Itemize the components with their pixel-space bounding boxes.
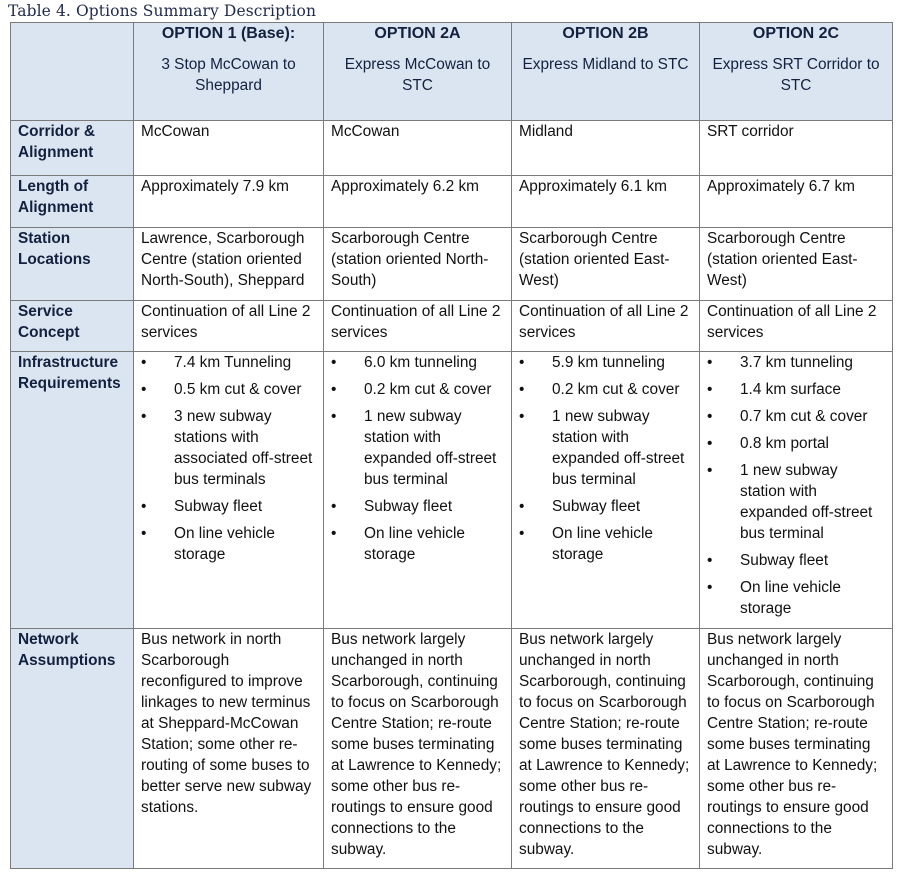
table-cell: Approximately 7.9 km xyxy=(134,176,324,228)
row-label: Corridor & Alignment xyxy=(11,121,134,176)
table-cell: Scarborough Centre (station oriented North-South) xyxy=(324,228,512,301)
list-item: • Subway fleet xyxy=(331,496,504,517)
infrastructure-list xyxy=(707,352,885,619)
table-cell: Lawrence, Scarborough Centre (station oriented North-South), Sheppard xyxy=(134,228,324,301)
option-name: Express McCowan to STC xyxy=(344,56,491,94)
option-2c-header xyxy=(700,23,893,121)
table-cell: Continuation of all Line 2 services xyxy=(134,301,324,352)
list-item: • 3.7 km tunneling xyxy=(707,352,885,373)
list-item: • 3 new subway stations with associated off-street bus terminals xyxy=(141,406,316,490)
network-row xyxy=(11,629,893,869)
list-item: • On line vehicle storage xyxy=(519,523,692,565)
table-cell: Continuation of all Line 2 services xyxy=(700,301,893,352)
table-cell: Bus network in north Scarborough reconfigured to improve linkages to new terminus at Sheppard-McCowan Station; some other re-routing of some buses to better serve new subway stations. xyxy=(134,629,324,869)
row-label: Infrastructure Requirements xyxy=(11,352,134,629)
list-item: • 1.4 km surface xyxy=(707,379,885,400)
table-cell: Continuation of all Line 2 services xyxy=(512,301,700,352)
list-item: • Subway fleet xyxy=(519,496,692,517)
list-item: • On line vehicle storage xyxy=(707,577,885,619)
list-item: • 0.2 km cut & cover xyxy=(331,379,504,400)
corner-cell xyxy=(11,23,134,121)
table-cell: Bus network largely unchanged in north Scarborough, continuing to focus on Scarborough Centre Station; re-route some buses terminating at Lawrence to Kennedy; some other bus re-routings to ensure good connections to the subway. xyxy=(512,629,700,869)
table-cell: Approximately 6.7 km xyxy=(700,176,893,228)
table-cell: SRT corridor xyxy=(700,121,893,176)
infrastructure-list xyxy=(519,352,692,565)
list-item: • 0.2 km cut & cover xyxy=(519,379,692,400)
row-label: Length of Alignment xyxy=(11,176,134,228)
table-cell: Approximately 6.1 km xyxy=(512,176,700,228)
table-cell: McCowan xyxy=(324,121,512,176)
list-item: • 1 new subway station with expanded off-street bus terminal xyxy=(331,406,504,490)
row-label: Station Locations xyxy=(11,228,134,301)
option-name: Express SRT Corridor to STC xyxy=(712,56,880,94)
header-row xyxy=(11,23,893,121)
option-label: OPTION 1 (Base): xyxy=(161,25,296,42)
option-label: OPTION 2B xyxy=(562,25,649,42)
service-row xyxy=(11,301,893,352)
option-2a-header xyxy=(324,23,512,121)
table-cell: Bus network largely unchanged in north Scarborough, continuing to focus on Scarborough Centre Station; re-route some buses terminating at Lawrence to Kennedy; some other bus re-routings to ensure good connections to the subway. xyxy=(700,629,893,869)
table-cell xyxy=(324,352,512,629)
table-cell: McCowan xyxy=(134,121,324,176)
list-item: • 0.8 km portal xyxy=(707,433,885,454)
table-cell xyxy=(700,352,893,629)
list-item: • Subway fleet xyxy=(141,496,316,517)
list-item: • 0.5 km cut & cover xyxy=(141,379,316,400)
list-item: • 7.4 km Tunneling xyxy=(141,352,316,373)
infrastructure-list xyxy=(141,352,316,565)
infrastructure-list xyxy=(331,352,504,565)
row-label: Service Concept xyxy=(11,301,134,352)
list-item: • 5.9 km tunneling xyxy=(519,352,692,373)
option-label: OPTION 2C xyxy=(752,25,840,42)
option-1-header xyxy=(134,23,324,121)
option-2b-header xyxy=(512,23,700,121)
table-cell xyxy=(134,352,324,629)
list-item: • 6.0 km tunneling xyxy=(331,352,504,373)
table-cell: Approximately 6.2 km xyxy=(324,176,512,228)
list-item: • On line vehicle storage xyxy=(331,523,504,565)
list-item: • Subway fleet xyxy=(707,550,885,571)
option-name: 3 Stop McCowan to Sheppard xyxy=(161,56,296,94)
corridor-row xyxy=(11,121,893,176)
length-row xyxy=(11,176,893,228)
row-label: Network Assumptions xyxy=(11,629,134,869)
table-cell: Bus network largely unchanged in north Scarborough, continuing to focus on Scarborough Centre Station; re-route some buses terminating at Lawrence to Kennedy; some other bus re-routings to ensure good connections to the subway. xyxy=(324,629,512,869)
table-cell: Continuation of all Line 2 services xyxy=(324,301,512,352)
table-cell: Scarborough Centre (station oriented East-West) xyxy=(700,228,893,301)
list-item: • 0.7 km cut & cover xyxy=(707,406,885,427)
list-item: • 1 new subway station with expanded off-street bus terminal xyxy=(707,460,885,544)
infrastructure-row xyxy=(11,352,893,629)
table-cell: Scarborough Centre (station oriented East-West) xyxy=(512,228,700,301)
table-cell: Midland xyxy=(512,121,700,176)
options-summary-table xyxy=(10,22,893,869)
list-item: • 1 new subway station with expanded off-street bus terminal xyxy=(519,406,692,490)
stations-row xyxy=(11,228,893,301)
list-item: • On line vehicle storage xyxy=(141,523,316,565)
table-cell xyxy=(512,352,700,629)
option-name: Express Midland to STC xyxy=(522,56,689,73)
option-label: OPTION 2A xyxy=(374,25,461,42)
table-caption: Table 4. Options Summary Description xyxy=(8,2,317,20)
